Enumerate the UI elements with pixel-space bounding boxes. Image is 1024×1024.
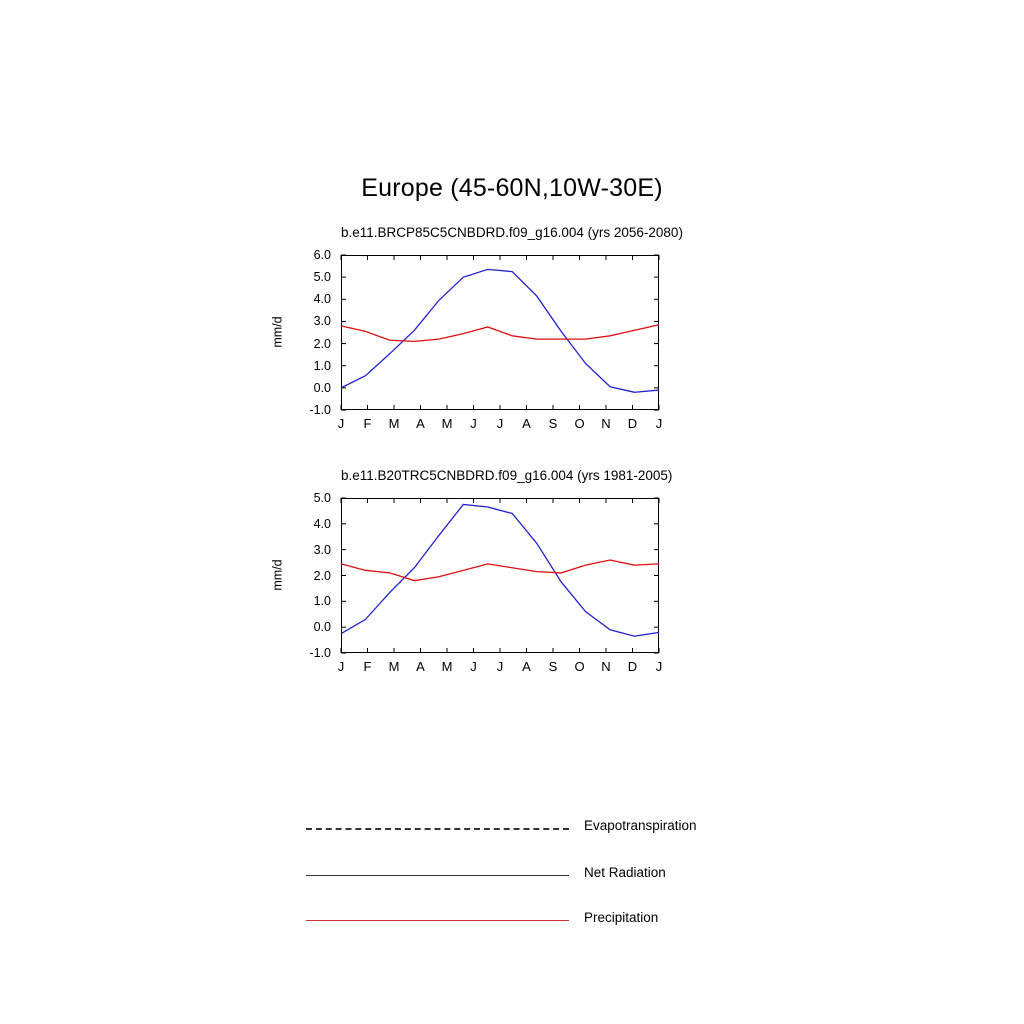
x-tick-label: O [574, 659, 585, 674]
series-line [341, 325, 659, 342]
panel-subtitle: b.e11.BRCP85C5CNBDRD.f09_g16.004 (yrs 2056-2080) [341, 225, 683, 240]
y-axis-label: mm/d [270, 316, 285, 348]
series-line [341, 560, 659, 581]
x-tick-label: A [416, 659, 425, 674]
panel-subtitle: b.e11.B20TRC5CNBDRD.f09_g16.004 (yrs 1981-2005) [341, 468, 673, 483]
x-tick-label: J [496, 416, 504, 431]
y-tick-label: 3.0 [313, 314, 331, 329]
x-tick-label: J [470, 659, 477, 674]
series-lines [341, 498, 659, 653]
x-tick-label: M [388, 659, 400, 674]
legend-item [306, 865, 866, 885]
page-title: Europe (45-60N,10W-30E) [361, 174, 663, 202]
x-tick-label: J [655, 416, 663, 431]
x-tick-label: J [655, 659, 663, 674]
y-tick-label: -1.0 [309, 646, 331, 660]
x-tick-label: S [548, 416, 558, 431]
x-tick-label: O [574, 416, 585, 431]
legend-item-label: Precipitation [584, 910, 659, 925]
x-tick-label: S [548, 659, 558, 674]
x-tick-label: J [337, 659, 345, 674]
x-tick-label: J [337, 416, 345, 431]
x-axis-tick-labels [337, 416, 663, 434]
legend-item-label: Net Radiation [584, 865, 666, 880]
y-tick-label: 1.0 [313, 358, 331, 373]
y-tick-label: 2.0 [313, 568, 331, 583]
legend-line-sample [306, 920, 569, 921]
y-tick-label: 4.0 [313, 516, 331, 531]
x-tick-label: A [522, 659, 531, 674]
x-axis-tick-labels [337, 659, 663, 677]
chart-panel-20c [0, 468, 1024, 683]
y-tick-label: 3.0 [313, 542, 331, 557]
x-tick-label: D [627, 659, 638, 674]
series-line [341, 504, 659, 636]
x-tick-label: A [416, 416, 425, 431]
x-tick-label: J [496, 659, 504, 674]
x-tick-label: N [601, 659, 611, 674]
y-tick-label: 1.0 [313, 594, 331, 609]
x-tick-label: J [470, 416, 477, 431]
chart-panel-rcp85 [0, 225, 1024, 440]
x-tick-label: M [441, 416, 453, 431]
y-tick-label: 5.0 [313, 270, 331, 285]
y-tick-label: -1.0 [309, 403, 331, 417]
y-tick-label: 5.0 [313, 491, 331, 505]
x-tick-label: F [363, 659, 372, 674]
series-lines [341, 255, 659, 410]
y-axis-tick-labels [268, 248, 336, 417]
legend [0, 800, 1024, 950]
legend-item [306, 818, 866, 838]
x-tick-label: M [441, 659, 453, 674]
legend-line-sample [306, 875, 569, 876]
x-tick-label: D [627, 416, 638, 431]
y-axis-label: mm/d [270, 559, 285, 591]
legend-line-sample [306, 828, 569, 830]
y-tick-label: 4.0 [313, 292, 331, 307]
x-tick-label: A [522, 416, 531, 431]
legend-item-label: Evapotranspiration [584, 818, 697, 833]
x-tick-label: N [601, 416, 611, 431]
y-tick-label: 0.0 [313, 380, 331, 395]
y-tick-label: 0.0 [313, 620, 331, 635]
x-tick-label: F [363, 416, 372, 431]
y-tick-label: 2.0 [313, 336, 331, 351]
y-tick-label: 6.0 [313, 248, 331, 262]
x-tick-label: M [388, 416, 400, 431]
y-axis-tick-labels [268, 491, 336, 660]
legend-item [306, 910, 866, 930]
